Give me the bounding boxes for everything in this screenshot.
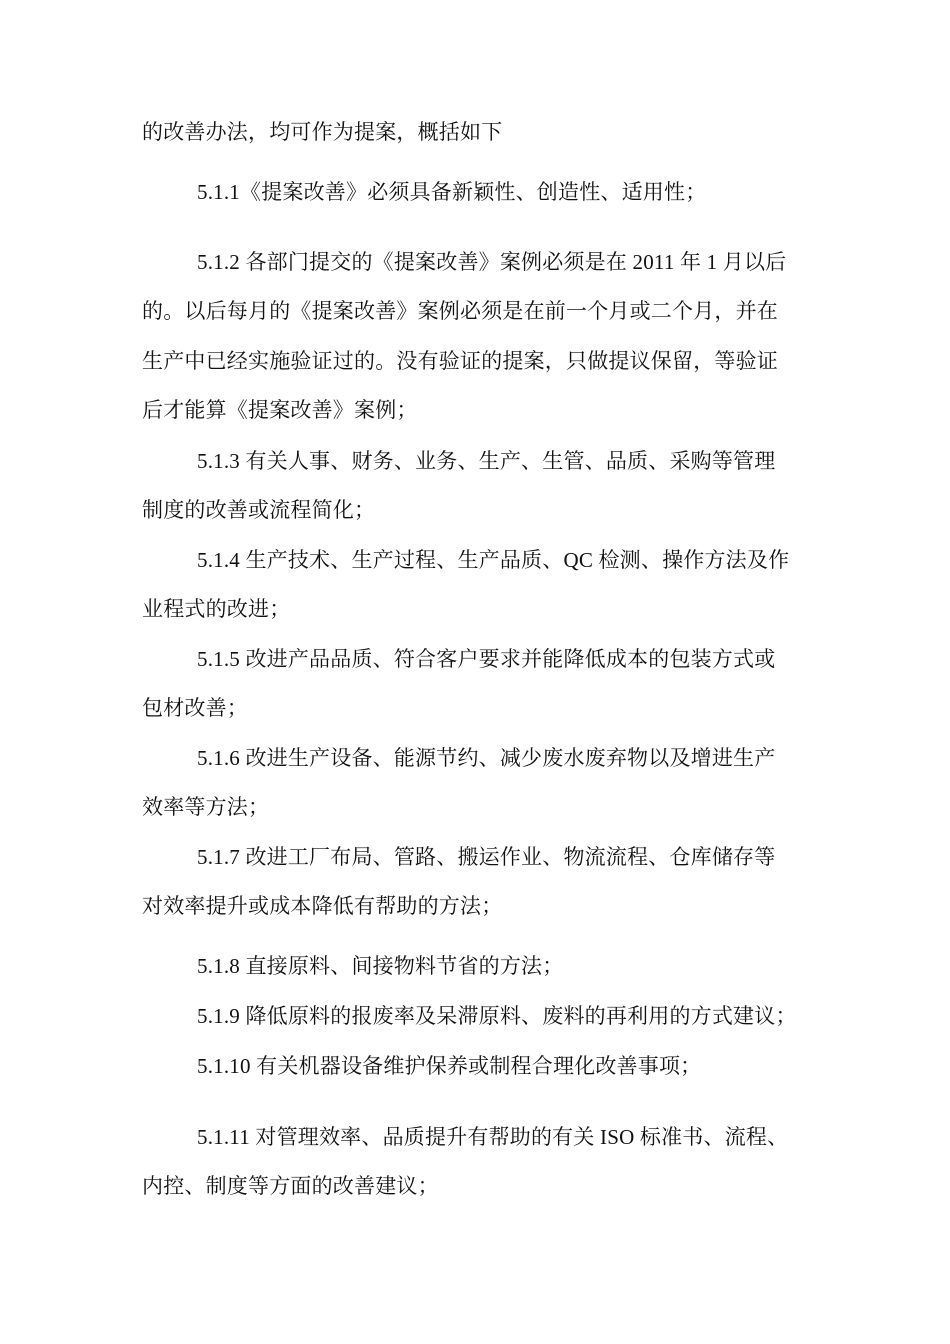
clause-5-1-4: 5.1.4 生产技术、生产过程、生产品质、QC 检测、操作方法及作 [197, 548, 790, 572]
clause-5-1-3: 5.1.3 有关人事、财务、业务、生产、生管、品质、采购等管理 [197, 449, 776, 473]
clause-5-1-6: 5.1.6 改进生产设备、能源节约、减少废水废弃物以及增进生产 [197, 746, 776, 770]
clause-5-1-8: 5.1.8 直接原料、间接物料节省的方法； [197, 954, 564, 978]
paragraph-line: 后才能算《提案改善》案例； [142, 398, 418, 422]
clause-5-1-5: 5.1.5 改进产品品质、符合客户要求并能降低成本的包装方式或 [197, 647, 776, 671]
paragraph-line: 生产中已经实施验证过的。没有验证的提案，只做提议保留，等验证 [142, 349, 778, 373]
paragraph-line: 的改善办法，均可作为提案，概括如下 [142, 120, 503, 144]
clause-5-1-2: 5.1.2 各部门提交的《提案改善》案例必须是在 2011 年 1 月以后 [197, 250, 787, 274]
clause-5-1-11: 5.1.11 对管理效率、品质提升有帮助的有关 ISO 标准书、流程、 [197, 1125, 789, 1149]
clause-5-1-7: 5.1.7 改进工厂布局、管路、搬运作业、物流流程、仓库储存等 [197, 845, 776, 869]
paragraph-line: 内控、制度等方面的改善建议； [142, 1174, 439, 1198]
clause-5-1-9: 5.1.9 降低原料的报废率及呆滞原料、废料的再利用的方式建议； [197, 1004, 797, 1028]
paragraph-line: 制度的改善或流程简化； [142, 498, 376, 522]
paragraph-line: 业程式的改进； [142, 597, 291, 621]
clause-5-1-1: 5.1.1《提案改善》必须具备新颖性、创造性、适用性； [197, 180, 707, 204]
paragraph-line: 的。以后每月的《提案改善》案例必须是在前一个月或二个月，并在 [142, 299, 778, 323]
paragraph-line: 对效率提升或成本降低有帮助的方法； [142, 894, 503, 918]
paragraph-line: 效率等方法； [142, 795, 270, 819]
clause-5-1-10: 5.1.10 有关机器设备维护保养或制程合理化改善事项； [197, 1054, 702, 1078]
paragraph-line: 包材改善； [142, 696, 248, 720]
